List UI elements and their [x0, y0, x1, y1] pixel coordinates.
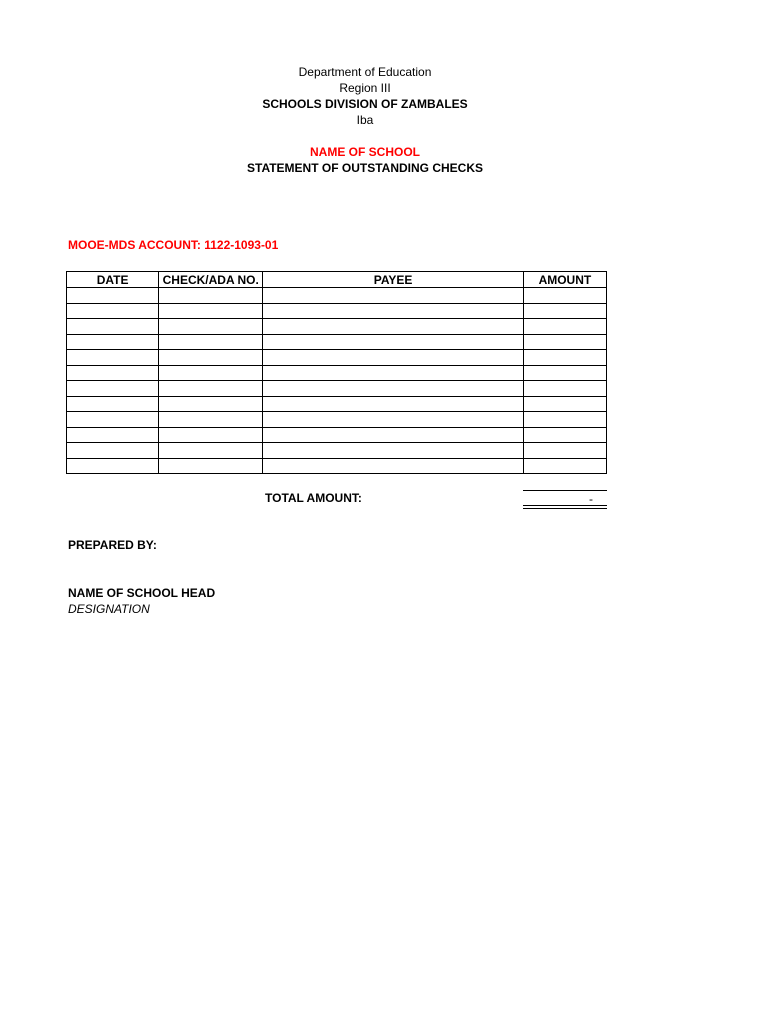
- division-label: SCHOOLS DIVISION OF ZAMBALES: [262, 97, 468, 111]
- payee-cell[interactable]: [263, 396, 523, 412]
- column-header-amount: AMOUNT: [523, 272, 606, 288]
- payee-cell[interactable]: [263, 334, 523, 350]
- amount-cell[interactable]: [523, 334, 606, 350]
- table-header-row: [67, 272, 607, 288]
- payee-cell[interactable]: [263, 350, 523, 366]
- payee-cell[interactable]: [263, 303, 523, 319]
- statement-title: STATEMENT OF OUTSTANDING CHECKS: [247, 161, 483, 175]
- payee-cell[interactable]: [263, 458, 523, 474]
- check-ada-cell[interactable]: [159, 350, 263, 366]
- check-ada-cell[interactable]: [159, 412, 263, 428]
- school-head-designation: DESIGNATION: [68, 602, 150, 616]
- check-ada-cell[interactable]: [159, 303, 263, 319]
- table-row: [67, 396, 607, 412]
- column-header-date: DATE: [67, 272, 159, 288]
- check-ada-cell[interactable]: [159, 365, 263, 381]
- date-cell[interactable]: [67, 412, 159, 428]
- amount-cell[interactable]: [523, 458, 606, 474]
- amount-cell[interactable]: [523, 365, 606, 381]
- check-ada-cell[interactable]: [159, 288, 263, 304]
- table-row: [67, 334, 607, 350]
- total-amount-box: [523, 490, 607, 509]
- date-cell[interactable]: [67, 319, 159, 335]
- school-name-label: NAME OF SCHOOL: [310, 145, 420, 159]
- amount-cell[interactable]: [523, 303, 606, 319]
- date-cell[interactable]: [67, 427, 159, 443]
- amount-cell[interactable]: [523, 350, 606, 366]
- amount-cell[interactable]: [523, 427, 606, 443]
- payee-cell[interactable]: [263, 365, 523, 381]
- table-row: [67, 412, 607, 428]
- check-ada-cell[interactable]: [159, 381, 263, 397]
- table-row: [67, 458, 607, 474]
- column-header-payee: PAYEE: [263, 272, 523, 288]
- school-head-name: NAME OF SCHOOL HEAD: [68, 586, 216, 600]
- outstanding-checks-table: [66, 271, 607, 474]
- payee-cell[interactable]: [263, 412, 523, 428]
- region-label: Region III: [339, 81, 391, 95]
- date-cell[interactable]: [67, 303, 159, 319]
- check-ada-cell[interactable]: [159, 319, 263, 335]
- table-row: [67, 319, 607, 335]
- table-row: [67, 288, 607, 304]
- total-amount-label: TOTAL AMOUNT:: [265, 491, 362, 505]
- date-cell[interactable]: [67, 365, 159, 381]
- date-cell[interactable]: [67, 443, 159, 459]
- column-header-check-ada-no: CHECK/ADA NO.: [159, 272, 263, 288]
- date-cell[interactable]: [67, 381, 159, 397]
- total-double-underline: [523, 505, 607, 509]
- check-ada-cell[interactable]: [159, 443, 263, 459]
- amount-cell[interactable]: [523, 396, 606, 412]
- amount-cell[interactable]: [523, 443, 606, 459]
- table-row: [67, 350, 607, 366]
- table-row: [67, 365, 607, 381]
- table-row: [67, 427, 607, 443]
- payee-cell[interactable]: [263, 443, 523, 459]
- table-row: [67, 303, 607, 319]
- amount-cell[interactable]: [523, 412, 606, 428]
- table-row: [67, 381, 607, 397]
- check-ada-cell[interactable]: [159, 334, 263, 350]
- department-label: Department of Education: [298, 65, 432, 79]
- payee-cell[interactable]: [263, 381, 523, 397]
- payee-cell[interactable]: [263, 288, 523, 304]
- check-ada-cell[interactable]: [159, 396, 263, 412]
- total-amount-value: -: [589, 492, 593, 506]
- amount-cell[interactable]: [523, 288, 606, 304]
- date-cell[interactable]: [67, 288, 159, 304]
- amount-cell[interactable]: [523, 381, 606, 397]
- city-label: Iba: [356, 113, 374, 127]
- date-cell[interactable]: [67, 334, 159, 350]
- check-ada-cell[interactable]: [159, 427, 263, 443]
- prepared-by-label: PREPARED BY:: [68, 538, 157, 552]
- amount-cell[interactable]: [523, 319, 606, 335]
- date-cell[interactable]: [67, 458, 159, 474]
- date-cell[interactable]: [67, 350, 159, 366]
- payee-cell[interactable]: [263, 427, 523, 443]
- check-ada-cell[interactable]: [159, 458, 263, 474]
- table-row: [67, 443, 607, 459]
- payee-cell[interactable]: [263, 319, 523, 335]
- date-cell[interactable]: [67, 396, 159, 412]
- account-label: MOOE-MDS ACCOUNT: 1122-1093-01: [68, 238, 279, 252]
